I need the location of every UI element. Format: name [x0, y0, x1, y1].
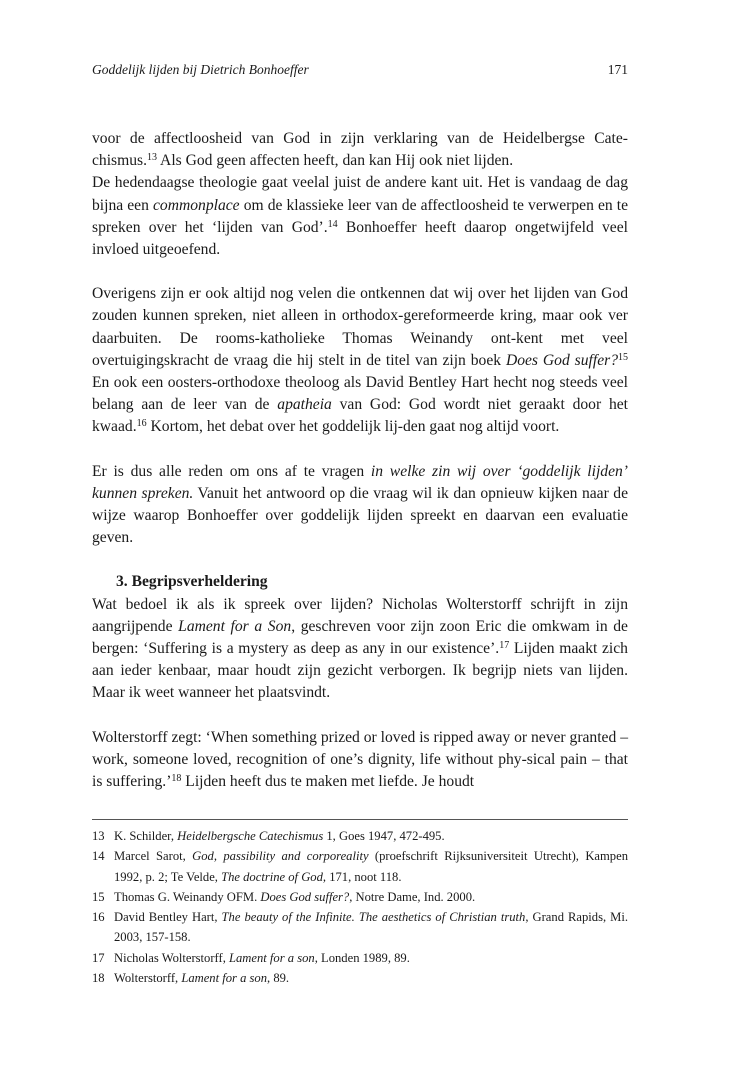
italic-text: The doctrine of God,	[221, 869, 327, 884]
paragraph-spacer	[92, 261, 628, 283]
paragraph	[92, 727, 628, 794]
text-run: voor de affectloosheid van God in zijn verklaring van de Heidelbergse Cate-chismus.	[92, 130, 628, 170]
text-run: 3. Begripsverheldering	[116, 573, 268, 591]
body-text	[92, 128, 628, 793]
italic-text: commonplace	[153, 196, 240, 214]
footnote-reference: 15	[618, 351, 628, 363]
section-heading	[92, 571, 628, 593]
footnote-number: 14	[92, 849, 105, 864]
italic-text: God, passibility and corporeality	[192, 849, 369, 864]
footnote-text	[114, 907, 628, 948]
footnote-number: 18	[92, 971, 105, 986]
text-run: Lijden heeft dus te maken met liefde. Je houdt	[181, 773, 475, 791]
text-run: K. Schilder,	[114, 829, 178, 843]
text-run: Wolterstorff,	[114, 971, 182, 986]
italic-text: Heidelbergsche Catechismus	[177, 829, 324, 843]
running-title: Goddelijk lijden bij Dietrich Bonhoeffer	[92, 62, 309, 77]
footnote-text	[114, 826, 628, 846]
paragraph-spacer	[92, 439, 628, 461]
footnote-reference: 18	[171, 773, 182, 785]
text-run: Wat bedoel ik als ik spreek over lijden? Nicholas Wolterstorff schrijft in zijn aangrijpende	[92, 595, 628, 635]
italic-text: Lament for a son	[229, 950, 315, 965]
text-run: Lijden maakt zich aan ieder kenbaar, maar houdt zijn gezicht verborgen. Ik begrijp niets van lijden. Maar ik weet wanneer het plaatsvindt.	[92, 640, 628, 702]
footnote-reference: 14	[327, 218, 338, 230]
text-run: David Bentley Hart,	[114, 910, 222, 925]
text-run: Als God geen affecten heeft, dan kan Hij ook niet lijden.	[157, 152, 514, 170]
italic-text: Does God suffer?	[260, 889, 350, 904]
footnote-text	[114, 887, 628, 907]
footnote-reference: 16	[136, 418, 147, 430]
text-run: om de klassieke leer van de affectloosheid te verwerpen en te spreken over het ‘lijden van God’.	[92, 196, 629, 236]
paragraph	[92, 283, 628, 438]
text-run: , geschreven voor zijn zoon Eric die omkwam in de bergen: ‘Suffering is a mystery as deep as any in our existence’.	[92, 617, 628, 658]
footnote-number: 16	[92, 910, 105, 925]
text-run: 1, Goes 1947, 472-495.	[323, 829, 445, 843]
text-run: Er is dus alle reden om ons af te vragen	[92, 462, 371, 480]
paragraph-spacer	[92, 549, 628, 571]
paragraph-spacer	[92, 705, 628, 727]
footnote	[92, 948, 628, 968]
text-run: Marcel Sarot,	[114, 849, 193, 864]
text-run: En ook een oosters-orthodoxe theoloog als David Bentley Hart hecht nog steeds veel belang aan de leer van de	[92, 374, 628, 414]
footnote-text	[114, 968, 628, 988]
text-run: Overigens zijn er ook altijd nog velen die ontkennen dat wij over het lijden van God zouden kunnen spreken, niet alleen in orthodox-gereformeerde kring, maar ook ver daarbuiten. De rooms-katholieke Thomas Weinandy ont-kent met veel overtuigingskracht de vraag die hij stelt in de titel van zijn boek	[92, 285, 628, 369]
footnote-reference: 17	[499, 640, 510, 652]
footnote-divider	[92, 819, 628, 820]
text-run: Kortom, het debat over het goddelijk lij-den gaat nog altijd voort.	[146, 418, 560, 436]
italic-text: apatheia	[277, 396, 332, 414]
paragraph	[92, 594, 628, 705]
footnote-number: 15	[92, 889, 105, 904]
text-run: , Londen 1989, 89.	[314, 950, 410, 965]
text-run: Bonhoeffer heeft daarop ongetwijfeld veel invloed uitgeoefend.	[92, 218, 628, 259]
text-run: Vanuit het antwoord op die vraag wil ik dan opnieuw kijken naar de wijze waarop Bonhoeffer over goddelijk lijden spreekt en daarvan een evaluatie geven.	[92, 484, 628, 547]
paragraph	[92, 128, 628, 172]
text-run: van God: God wordt niet geraakt door het kwaad.	[92, 396, 628, 436]
italic-text: in welke zin wij over ‘goddelijk lijden’ kunnen spreken.	[92, 462, 628, 502]
text-run: , Notre Dame, Ind. 2000.	[349, 889, 476, 904]
footnote-text	[114, 948, 628, 968]
footnote	[92, 846, 628, 887]
footnotes	[92, 826, 628, 988]
text-run: Nicholas Wolterstorff,	[114, 950, 229, 965]
page-number: 171	[607, 62, 628, 77]
footnote	[92, 968, 628, 988]
footnote-number: 13	[92, 829, 105, 843]
paragraph	[92, 172, 628, 261]
footnote	[92, 907, 628, 948]
footnote-number: 17	[92, 950, 105, 965]
italic-text: Lament for a son	[181, 971, 268, 986]
italic-text: The beauty of the Infinite. The aesthetics of Christian truth	[221, 910, 526, 925]
text-run: De hedendaagse theologie gaat veelal juist de andere kant uit. Het is vandaag de dag bijna een	[92, 174, 628, 214]
text-run: (proefschrift Rijksuniversiteit Utrecht), Kampen 1992, p. 2; Te Velde,	[114, 849, 628, 884]
text-run: , 89.	[267, 971, 290, 986]
footnote	[92, 826, 628, 846]
footnote	[92, 887, 628, 907]
running-header	[92, 62, 628, 84]
italic-text: Does God suffer?	[505, 351, 618, 369]
text-run: Wolterstorff zegt: ‘When something prized or loved is ripped away or never granted – work, someone loved, recognition of one’s dignity, life without phy-sical pain – that is suffering.’	[92, 728, 628, 791]
italic-text: Lament for a Son	[178, 617, 292, 635]
paragraph	[92, 461, 628, 550]
text-run: Thomas G. Weinandy OFM.	[114, 889, 261, 904]
text-run: 171, noot 118.	[326, 869, 402, 884]
text-run: , Grand Rapids, Mi. 2003, 157-158.	[114, 910, 629, 945]
footnote-text	[114, 846, 628, 887]
footnote-reference: 13	[147, 152, 158, 164]
